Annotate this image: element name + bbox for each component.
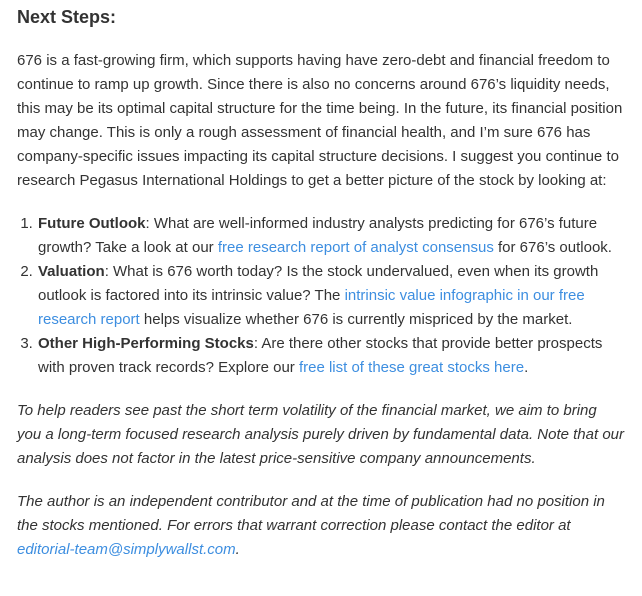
step-title: Future Outlook [38,215,146,232]
section-heading: Next Steps: [17,7,117,27]
disclaimer-text: To help readers see past the short term volatility of the financial market, we aim to bring you a long-term focused research analysis purely driven by fundamental data. Note that our analysis does not factor in the latest price-sensitive company announcements. [17,402,625,467]
author-note-paragraph [17,490,625,562]
editor-email-link[interactable]: editorial-team@simplywallst.com [17,541,236,558]
next-steps-list [17,212,625,380]
analyst-consensus-link[interactable]: free research report of analyst consensus [217,239,494,256]
author-note-end: . [235,541,240,558]
step-text-end: . [524,359,529,376]
step-text: : Are there other stocks that provide better prospects with proven track records? Explore our [38,335,603,376]
step-text-end: helps visualize whether 676 is currently mispriced by the market. [139,311,573,328]
list-item [37,260,625,332]
step-text: : What is 676 worth today? Is the stock undervalued, even when its growth outlook is factored into its intrinsic value? The [38,263,599,304]
disclaimer-paragraph [17,399,625,471]
step-title: Valuation [38,263,105,280]
intrinsic-value-link[interactable]: intrinsic value infographic in our free research report [38,287,585,328]
author-note-text: The author is an independent contributor and at the time of publication had no position in the stocks mentioned. For errors that warrant correction please contact the editor at [17,493,605,534]
step-title: Other High-Performing Stocks [38,335,254,352]
list-item [37,332,625,380]
intro-paragraph: 676 is a fast-growing firm, which supports having have zero-debt and financial freedom to continue to ramp up growth. Since there is also no concerns around 676’s liquidity needs, this may be its optimal capital structure for the time being. In the future, its financial position may change. This is only a rough assessment of financial health, and I’m sure 676 has company-specific issues impacting its capital structure decisions. I suggest you continue to research Pegasus International Holdings to get a better picture of the stock by looking at: [17,52,623,189]
great-stocks-link[interactable]: free list of these great stocks here [298,359,525,376]
step-text-end: for 676’s outlook. [493,239,612,256]
list-item [37,212,625,260]
step-text: : What are well-informed industry analysts predicting for 676’s future growth? Take a look at our [38,215,598,256]
